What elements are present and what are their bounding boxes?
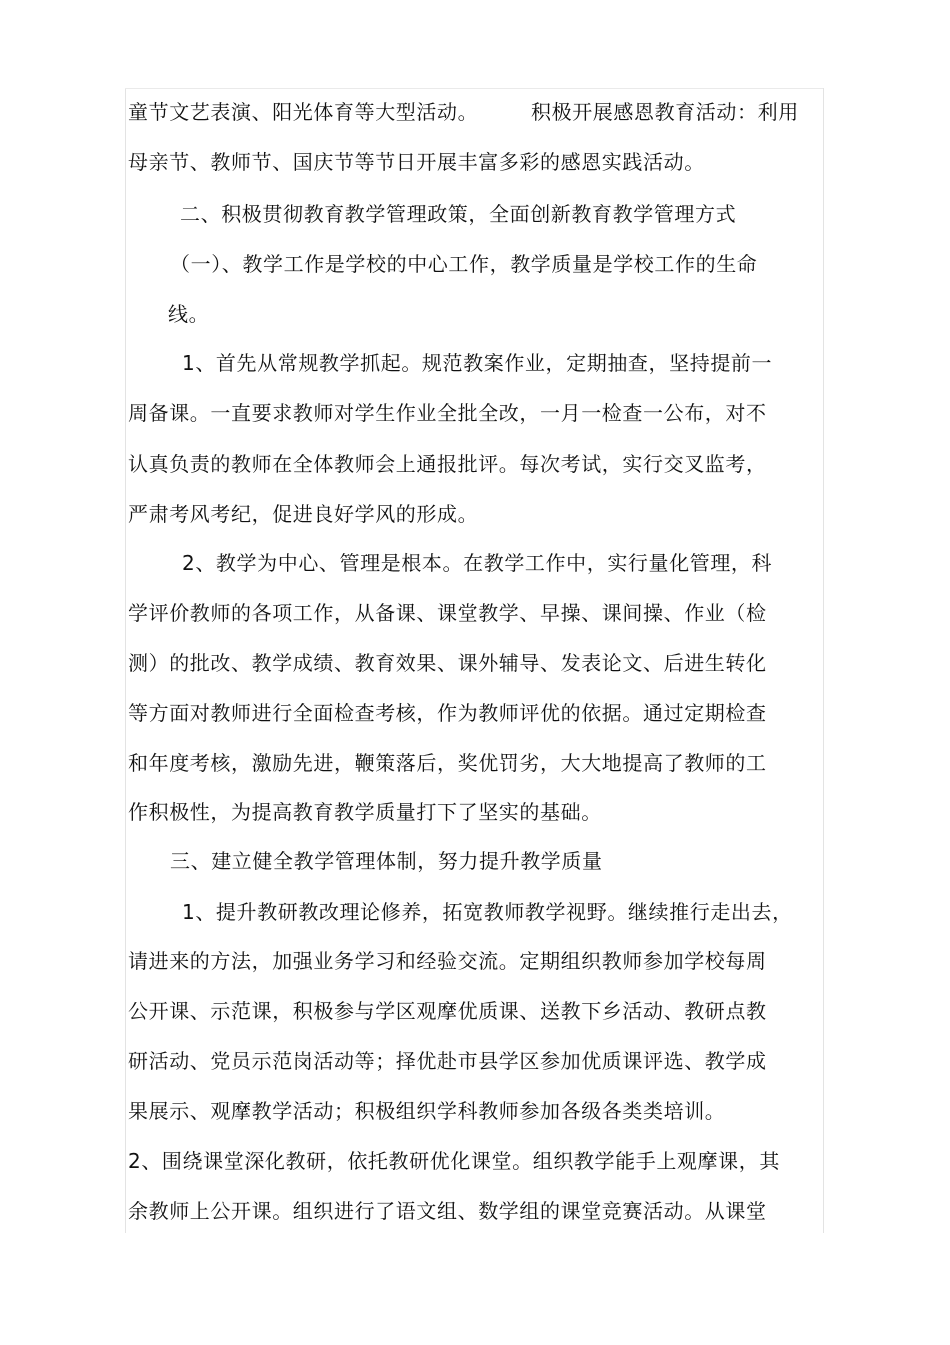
text-line: 认真负责的教师在全体教师会上通报批评。每次考试，实行交叉监考， bbox=[128, 452, 767, 476]
text-line: 作积极性，为提高教育教学质量打下了坚实的基础。 bbox=[128, 800, 602, 824]
frame-line-top bbox=[125, 88, 823, 89]
section-heading: 二、积极贯彻教育教学管理政策，全面创新教育教学管理方式 bbox=[180, 202, 737, 226]
text-line: 童节文艺表演、阳光体育等大型活动。 bbox=[128, 100, 479, 124]
text-line: 1、首先从常规教学抓起。规范教案作业，定期抽查，坚持提前一 bbox=[182, 351, 773, 375]
text-line: 等方面对教师进行全面检查考核，作为教师评优的依据。通过定期检查 bbox=[128, 701, 767, 725]
text-line: 严肃考风考纪，促进良好学风的形成。 bbox=[128, 502, 479, 526]
text-line: 测）的批改、教学成绩、教育效果、课外辅导、发表论文、后进生转化 bbox=[128, 651, 767, 675]
text-line: 积极开展感恩教育活动：利用 bbox=[531, 100, 799, 124]
text-line: 和年度考核，激励先进，鞭策落后，奖优罚劣，大大地提高了教师的工 bbox=[128, 751, 767, 775]
text-line: 周备课。一直要求教师对学生作业全批全改，一月一检查一公布，对不 bbox=[128, 401, 767, 425]
text-line: 母亲节、教师节、国庆节等节日开展丰富多彩的感恩实践活动。 bbox=[128, 150, 705, 174]
text-line: 果展示、观摩教学活动；积极组织学科教师参加各级各类类培训。 bbox=[128, 1099, 726, 1123]
text-line: 公开课、示范课，积极参与学区观摩优质课、送教下乡活动、教研点教 bbox=[128, 999, 767, 1023]
text-line: 2、围绕课堂深化教研，依托教研优化课堂。组织教学能手上观摩课，其 bbox=[128, 1149, 780, 1173]
text-line: 2、教学为中心、管理是根本。在教学工作中，实行量化管理，科 bbox=[182, 551, 773, 575]
text-line: 研活动、党员示范岗活动等；择优赴市县学区参加优质课评选、教学成 bbox=[128, 1049, 767, 1073]
frame-line-right bbox=[823, 88, 824, 1233]
section-heading: 三、建立健全教学管理体制，努力提升教学质量 bbox=[170, 849, 603, 873]
subsection-heading: （一）、教学工作是学校的中心工作，教学质量是学校工作的生命 bbox=[170, 252, 758, 276]
text-line: 线。 bbox=[168, 302, 210, 326]
text-line: 1、提升教研教改理论修养，拓宽教师教学视野。继续推行走出去， bbox=[182, 900, 793, 924]
text-line: 余教师上公开课。组织进行了语文组、数学组的课堂竞赛活动。从课堂 bbox=[128, 1199, 767, 1223]
frame-line-left bbox=[125, 88, 126, 1233]
text-line: 学评价教师的各项工作，从备课、课堂教学、早操、课间操、作业（检 bbox=[128, 601, 767, 625]
text-line: 请进来的方法，加强业务学习和经验交流。定期组织教师参加学校每周 bbox=[128, 949, 767, 973]
